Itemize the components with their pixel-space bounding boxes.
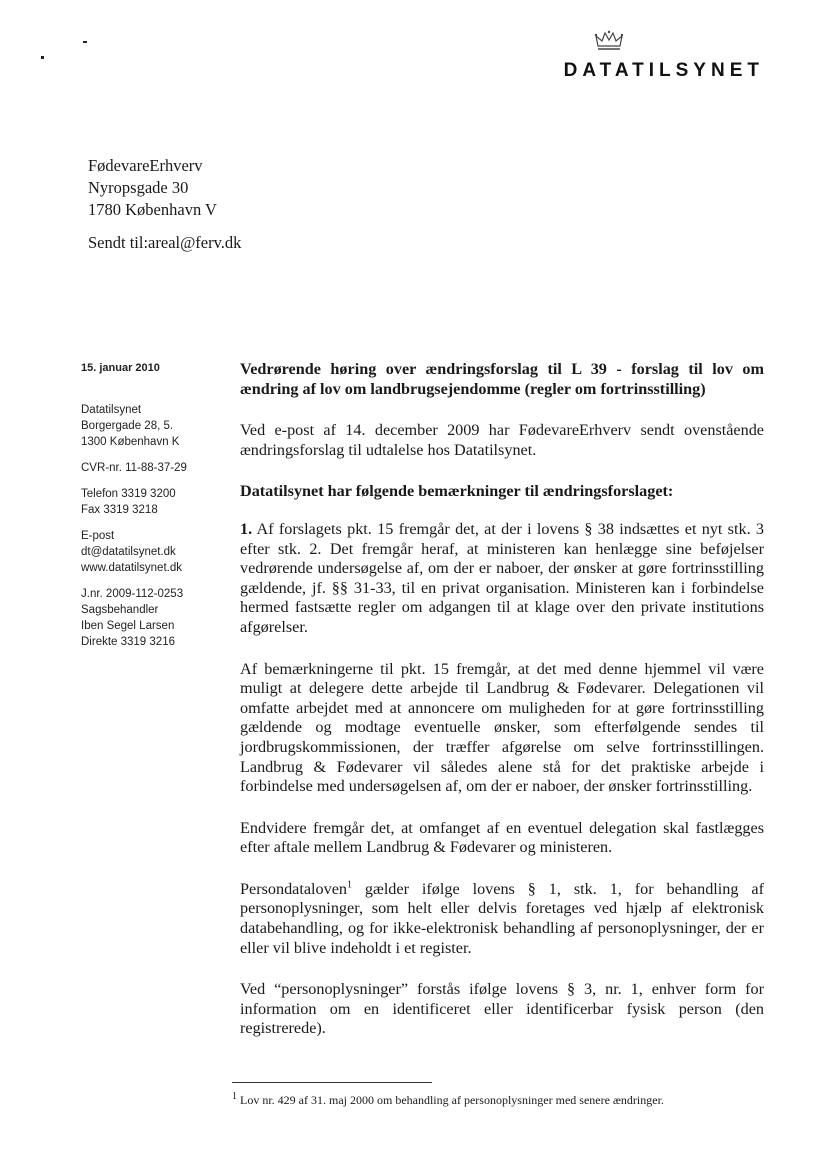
case-info (81, 586, 221, 650)
letter-body (240, 360, 764, 1061)
paragraph-number: 1. (240, 519, 253, 538)
paragraph-text: Af forslagets pkt. 15 fremgår det, at der i lovens § 38 indsættes et nyt stk. 3 efter stk. 2. Det fremgår heraf, at ministeren kan henlægge sine beføjelser vedrørende undersøgelse af, om der er naboer, der ønsker at gøre fortrinsstilling gældende, jf. §§ 31-33, til en privat organisation. Ministeren kan i forbindelse hermed fastsætte regler om adgangen til at klage over den private institutions afgørelser. (240, 519, 764, 636)
footnote-text: Lov nr. 429 af 31. maj 2000 om behandling af personoplysninger med senere ændringer. (237, 1093, 664, 1107)
paragraph-lead: Persondataloven (240, 879, 347, 898)
paragraph-4 (240, 880, 764, 958)
sidebar-line: www.datatilsynet.dk (81, 562, 182, 574)
organization-logo: DATATILSYNET (563, 60, 764, 81)
footnote-mark: 1 (232, 1091, 237, 1102)
sidebar-line: Sagsbehandler (81, 604, 159, 616)
sidebar-line: Fax 3319 3218 (81, 504, 158, 516)
sidebar-line: Direkte 3319 3216 (81, 636, 175, 648)
email-web (81, 528, 221, 576)
paragraph-1 (240, 520, 764, 638)
footnote-divider (232, 1082, 432, 1083)
footnote (232, 1093, 664, 1108)
sidebar-line: J.nr. 2009-112-0253 (81, 588, 184, 600)
phone-numbers (81, 486, 221, 518)
sidebar-line: Iben Segel Larsen (81, 620, 175, 632)
sidebar-line: Datatilsynet (81, 404, 142, 416)
remarks-heading: Datatilsynet har følgende bemærkninger til ændringsforslaget: (240, 482, 674, 501)
sidebar-line: dt@datatilsynet.dk (81, 546, 176, 558)
recipient-line: Nyropsgade 30 (88, 178, 189, 197)
sidebar-line: Telefon 3319 3200 (81, 488, 176, 500)
footnote-reference: 1 (347, 879, 352, 891)
scan-speck (41, 56, 44, 59)
intro-paragraph: Ved e-post af 14. december 2009 har FødevareErhverv sendt ovenstående ændringsforslag til udtalelse hos Datatilsynet. (240, 421, 764, 459)
crown-icon (594, 30, 624, 52)
subject-line: Vedrørende høring over ændringsforslag til L 39 - forslag til lov om ændring af lov om landbrugsejendomme (regler om fortrinsstilling) (240, 360, 764, 398)
cvr-number (81, 460, 221, 476)
sidebar-line: CVR-nr. 11-88-37-29 (81, 462, 187, 474)
paragraph-3: Endvidere fremgår det, at omfanget af en eventuel delegation skal fastlægges efter aftale mellem Landbrug & Fødevarer og ministeren. (240, 818, 764, 857)
paragraph-2: Af bemærkningerne til pkt. 15 fremgår, at det med denne hjemmel vil være muligt at delegere dette arbejde til Landbrug & Fødevarer. Delegationen vil omfatte arbejdet med at annoncere om muligheden for at gøre fortrinsstilling gældende og modtage eventuelle ønsker, som efterfølgende sendes til jordbrugskommissionen, der træffer afgørelse om selve fortrinsstillingen. Landbrug & Fødevarer vil således alene stå for det praktiske arbejde i forbindelse med undersøgelsen af, om der er naboer, der ønsker fortrinsstilling. (240, 659, 764, 796)
paragraph-5: Ved “personoplysninger” forstås ifølge lovens § 3, nr. 1, enhver form for information om en identificeret eller identificerbar fysisk person (den registrerede). (240, 980, 764, 1038)
recipient-line: 1780 København V (88, 200, 217, 219)
recipient-line: FødevareErhverv (88, 156, 203, 175)
sidebar-line: 1300 København K (81, 436, 180, 448)
recipient-address (88, 155, 217, 221)
sidebar-line: Borgergade 28, 5. (81, 420, 174, 432)
sender-sidebar (81, 360, 221, 660)
sidebar-line: E-post (81, 530, 115, 542)
sent-to-line: Sendt til:areal@ferv.dk (88, 233, 242, 252)
paragraph-text: gælder ifølge lovens § 1, stk. 1, for behandling af personoplysninger, som helt eller delvis foretages ved hjælp af elektronisk databehandling, og for ikke-elektronisk behandling af personoplysninger, der er eller vil blive indeholdt i et register. (240, 879, 764, 957)
letter-date: 15. januar 2010 (81, 362, 160, 374)
scan-speck (83, 41, 87, 43)
sender-address (81, 402, 221, 450)
